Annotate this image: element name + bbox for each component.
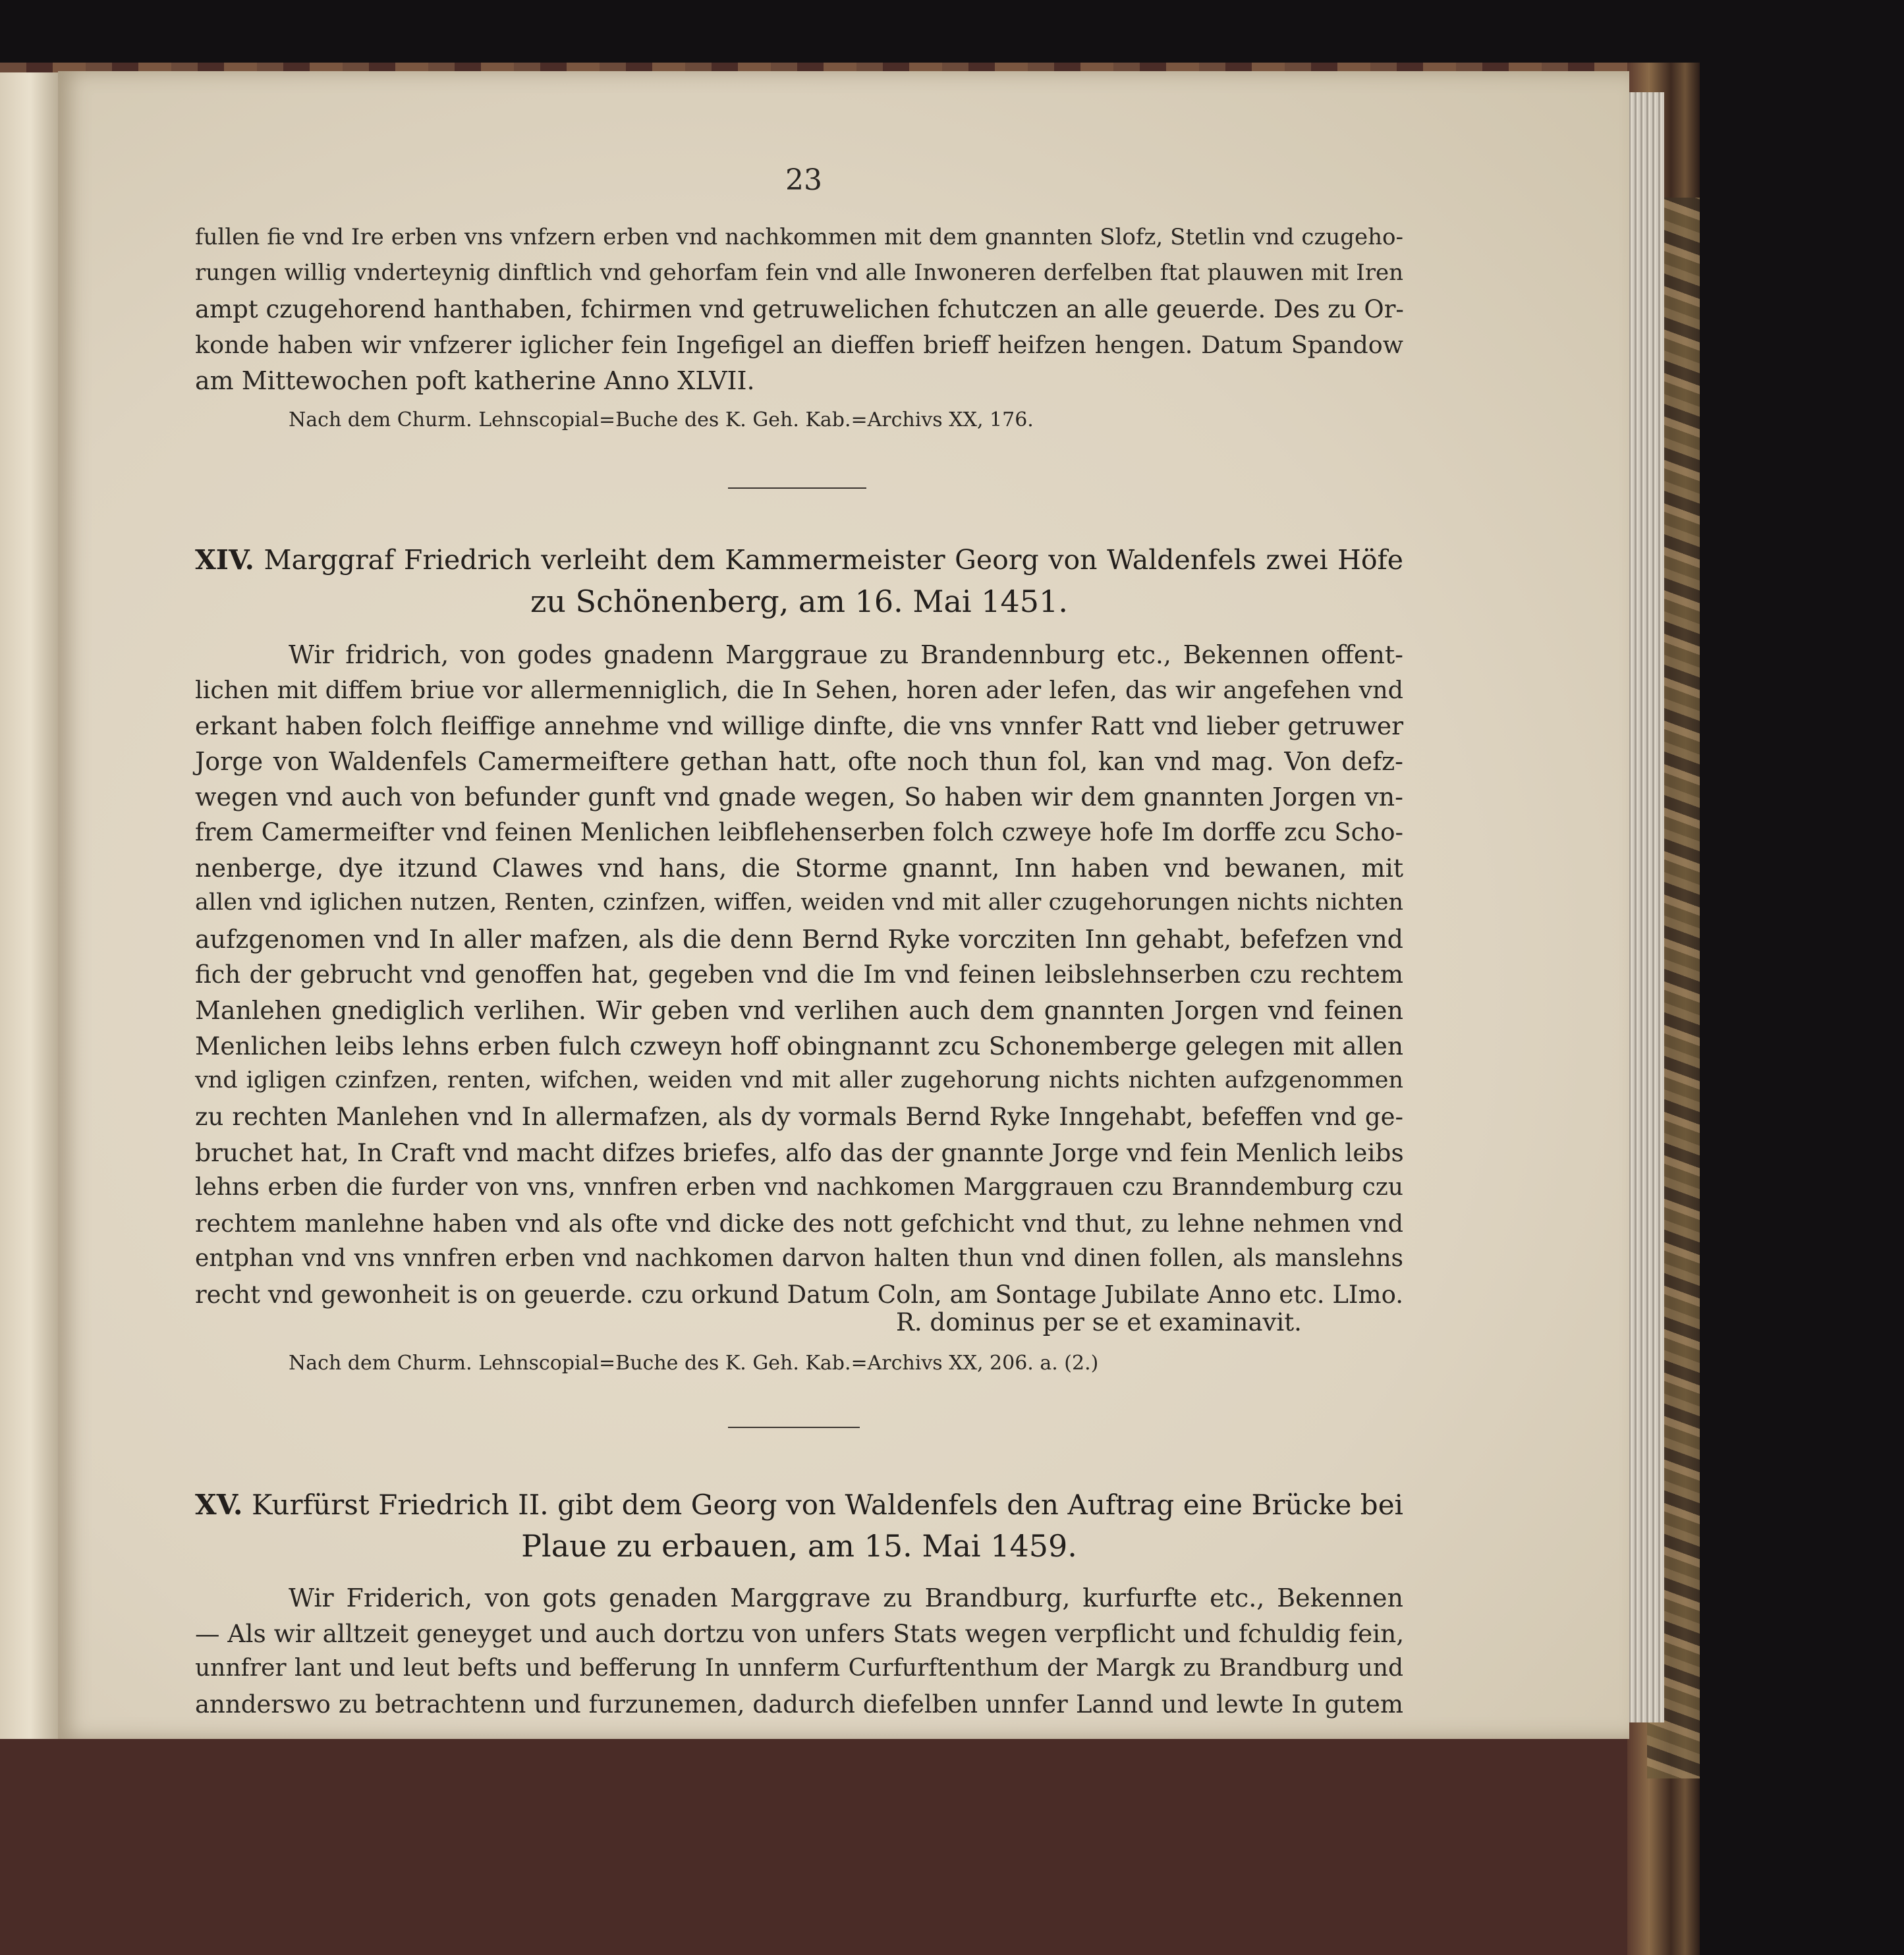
text-line: entphan vnd vns vnnfren erben vnd nachkomen darvon halten thun vnd dinen follen, als manslehns (195, 1245, 1403, 1272)
text-line: fich der gebrucht vnd genoffen hat, gegeben vnd die Im vnd feinen leibslehnserben czu rechtem (195, 960, 1403, 989)
section-divider (728, 1427, 860, 1428)
text-line: aufzgenomen vnd In aller mafzen, als die denn Bernd Ryke vorcziten Inn gehabt, befefzen vnd (195, 925, 1403, 954)
section-title-line2: zu Schönenberg, am 16. Mai 1451. (530, 584, 1068, 619)
text-line: annderswo zu betrachtenn und furzunemen, dadurch diefelben unnfer Lannd und lewte In gutem (195, 1690, 1403, 1719)
text-line: konde haben wir vnfzerer iglicher fein Ingefigel an dieffen brieff heifzen hengen. Datum Spandow (195, 331, 1403, 359)
text-line: unnfrer lant und leut befts und befferung In unnferm Curfurftenthum der Margk zu Brandburg und (195, 1655, 1403, 1682)
text-line: zu rechten Manlehen vnd In allermafzen, als dy vormals Bernd Ryke Inngehabt, befeffen vnd ge- (195, 1103, 1403, 1131)
section-heading-xv (195, 1489, 1403, 1521)
text-line: Wir fridrich, von godes gnadenn Marggraue zu Brandennburg etc., Bekennen offent- (289, 640, 1403, 669)
text-line: Jorge von Waldenfels Camermeiftere gethan hatt, ofte noch thun fol, kan vnd mag. Von defz- (195, 747, 1403, 776)
text-line: allen vnd iglichen nutzen, Renten, czinfzen, wiffen, weiden vnd mit aller czugehorungen nichts nichten (195, 889, 1403, 916)
text-line: Manlehen gnediglich verlihen. Wir geben vnd verlihen auch dem gnannten Jorgen vnd feinen (195, 996, 1403, 1025)
section-title: Kurfürst Friedrich II. gibt dem Georg von Waldenfels den Auftrag eine Brücke bei (251, 1489, 1403, 1521)
text-line: lehns erben die furder von vns, vnnfren erben vnd nachkomen Marggrauen czu Branndemburg czu (195, 1174, 1403, 1201)
section-heading-xiv (195, 544, 1403, 576)
text-line: rechtem manlehne haben vnd als ofte vnd dicke des nott gefchicht vnd thut, zu lehne nehmen vnd (195, 1209, 1403, 1238)
source-note: Nach dem Churm. Lehnscopial=Buche des K. Geh. Kab.=Archivs XX, 176. (289, 408, 1034, 431)
text-line: rungen willig vnderteynig dinftlich vnd gehorfam fein vnd alle Inwoneren derfelben ftat plauwen mit Iren (195, 260, 1403, 286)
text-line: fullen fie vnd Ire erben vns vnfzern erben vnd nachkommen mit dem gnannten Slofz, Stetlin vnd czugeho- (195, 224, 1403, 250)
text-line: am Mittewochen poft katherine Anno XLVII. (195, 366, 755, 395)
text-line: frem Camermeifter vnd feinen Menlichen leibflehenserben folch czweye hofe Im dorffe zcu Scho- (195, 818, 1403, 846)
section-divider (728, 487, 866, 489)
section-title: Marggraf Friedrich verleiht dem Kammermeister Georg von Waldenfels zwei Höfe (264, 544, 1403, 576)
text-line: lichen mit diffem briue vor allermenniglich, die In Sehen, horen ader lefen, das wir angefehen vnd (195, 676, 1403, 704)
text-line: — Als wir alltzeit geneyget und auch dortzu von unfers Stats wegen verpflicht und fchuldig fein, (195, 1619, 1405, 1648)
source-note: Nach dem Churm. Lehnscopial=Buche des K. Geh. Kab.=Archivs XX, 206. a. (2.) (289, 1352, 1099, 1375)
section-number: XIV. (195, 544, 254, 576)
left-page-edge (0, 72, 61, 1739)
signature-line: R. dominus per se et examinavit. (896, 1308, 1302, 1336)
section-title-line2: Plaue zu erbauen, am 15. Mai 1459. (521, 1528, 1077, 1564)
text-line: erkant haben folch fleiffige annehme vnd willige dinfte, die vns vnnfer Ratt vnd lieber getruwer (195, 711, 1403, 740)
page-number: 23 (785, 163, 822, 197)
section-number: XV. (195, 1489, 243, 1521)
text-line: ampt czugehorend hanthaben, fchirmen vnd getruwelichen fchutczen an alle geuerde. Des zu Or- (195, 295, 1404, 323)
text-line: Menlichen leibs lehns erben fulch czweyn hoff obingnannt zcu Schonemberge gelegen mit allen (195, 1032, 1403, 1060)
text-line: Wir Friderich, von gots genaden Marggrave zu Brandburg, kurfurfte etc., Bekennen (289, 1583, 1403, 1612)
text-line: bruchet hat, In Craft vnd macht difzes briefes, alfo das der gnannte Jorge vnd fein Menlich leibs (195, 1138, 1404, 1167)
text-line: nenberge, dye itzund Clawes vnd hans, die Storme gnannt, Inn haben vnd bewanen, mit (195, 854, 1403, 883)
text-line: recht vnd gewonheit is on geuerde. czu orkund Datum Coln, am Sontage Jubilate Anno etc. LImo. (195, 1280, 1403, 1309)
text-line: wegen vnd auch von befunder gunft vnd gnade wegen, So haben wir dem gnannten Jorgen vn- (195, 783, 1403, 812)
text-line: vnd igligen czinfzen, renten, wifchen, weiden vnd mit aller zugehorung nichts nichten aufzgenommen (195, 1067, 1403, 1093)
